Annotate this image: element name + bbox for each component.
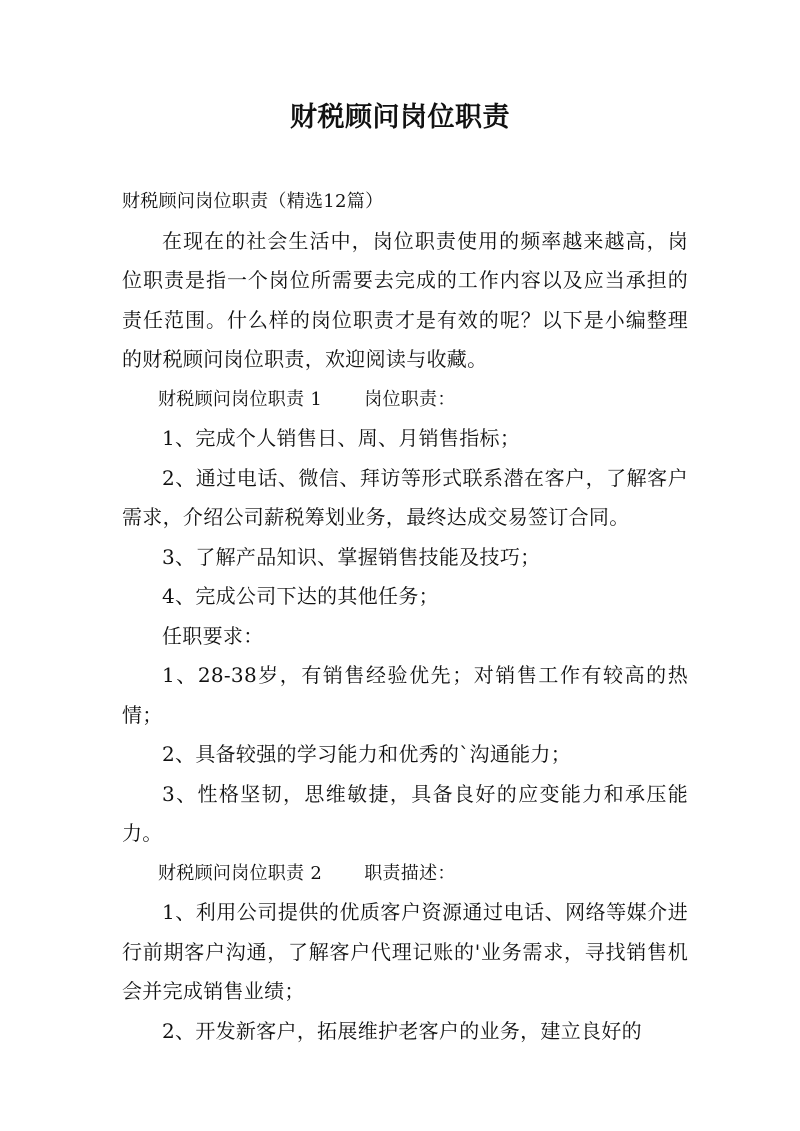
- requirement-item: 2、具备较强的学习能力和优秀的`沟通能力；: [162, 742, 572, 766]
- requirement-item: 3、性格坚韧，思维敏捷，具备良好的应变能力和承压能力。: [122, 781, 688, 845]
- section-1-item: 3、了解产品知识、掌握销售技能及技巧；: [162, 544, 541, 569]
- requirements-label: 任职要求：: [162, 623, 264, 648]
- section-1-heading-line: [122, 380, 688, 420]
- section-2-heading-line: [122, 854, 688, 894]
- document-subtitle: 财税顾问岗位职责（精选12篇）: [122, 191, 384, 212]
- requirement-item: 1、28-38岁，有销售经验优先；对销售工作有较高的热情；: [122, 663, 688, 727]
- section-2-item: 1、利用公司提供的优质客户资源通过电话、网络等媒介进行前期客户沟通，了解客户代理记账的'业务需求，寻找销售机会并完成销售业绩；: [122, 900, 688, 1003]
- intro-paragraph: 在现在的社会生活中，岗位职责使用的频率越来越高，岗位职责是指一个岗位所需要去完成的工作内容以及应当承担的责任范围。什么样的岗位职责才是有效的呢？以下是小编整理的财税顾问岗位职责，欢迎阅读与收藏。: [122, 228, 688, 371]
- section-1-label: 岗位职责：: [364, 388, 456, 410]
- section-1-item: 2、通过电话、微信、拜访等形式联系潜在客户，了解客户需求，介绍公司薪税筹划业务，最终达成交易签订合同。: [122, 465, 688, 529]
- section-1-item: 1、完成个人销售日、周、月销售指标；: [162, 426, 521, 450]
- section-2-item: 2、开发新客户，拓展维护老客户的业务，建立良好的: [162, 1018, 642, 1043]
- section-2-heading: 财税顾问岗位职责 2: [158, 862, 323, 884]
- document-body: [122, 182, 688, 1051]
- section-1-item: 4、完成公司下达的其他任务；: [162, 584, 439, 608]
- document-title: 财税顾问岗位职责: [290, 102, 510, 133]
- section-2-label: 职责描述：: [364, 862, 456, 884]
- section-1-heading: 财税顾问岗位职责 1: [158, 388, 323, 410]
